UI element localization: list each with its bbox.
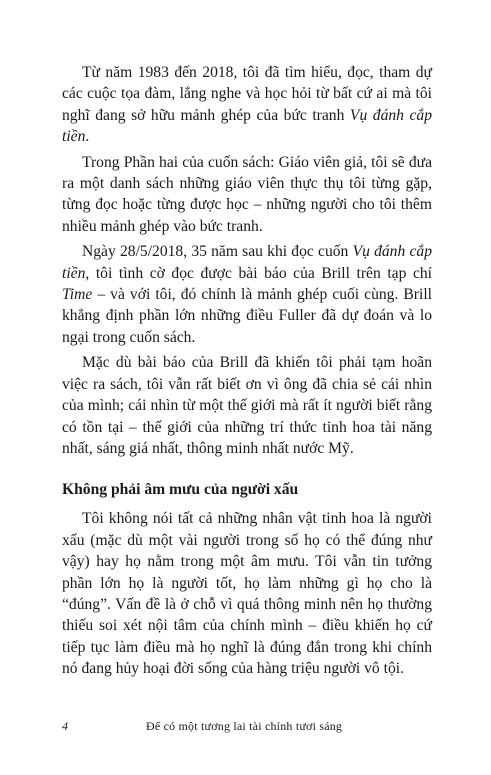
section-heading: Không phải âm mưu của người xấu [62,481,299,499]
page-body [62,62,432,684]
italic-text: Vụ đánh cắp tiền [62,243,432,282]
italic-text: Time [62,286,93,304]
body-text-after-heading [62,508,432,679]
italic-text: Vụ đánh cắp tiền [62,106,432,146]
text-run: – và với tôi, đó chính là mảnh ghép cuối cùng. Brill khẳng định phần lớn những điều Fuller đã dự đoán và lo ngại trong cuốn sách. [62,286,432,346]
text-run: Ngày 28/5/2018, 35 năm sau khi đọc cuốn [82,243,353,261]
paragraph [62,62,432,148]
paragraph [62,508,432,679]
text-run: . [85,128,90,146]
text-run: Mặc dù bài báo của Brill đã khiến tôi phải tạm hoãn việc ra sách, tôi vẫn rất biết ơn vì ông đã chia sẻ cái nhìn của mình; cái nhìn từ một thế giới mà rất ít người biết rằng có tồn tại – thế giới của những trí thức tinh hoa tài năng nhất, sáng giá nhất, thông minh nhất nước Mỹ. [62,354,432,457]
text-run: Tôi không nói tất cả những nhân vật tinh hoa là người xấu (mặc dù một vài người trong số họ có thể đúng như vậy) hay họ nằm trong một âm mưu. Tôi vẫn tin tưởng phần lớn họ là người tốt, họ làm những gì họ cho là “đúng”. Vấn đề là ở chỗ vì quá thông minh nên họ thường thiếu soi xét nội tâm của chính mình – điều khiến họ cứ tiếp tục làm điều mà họ nghĩ là đúng đắn trong khi chính nó đang hủy hoại đời sống của hàng triệu người vô tội. [62,510,432,678]
text-run: , tôi tình cờ đọc được bài báo của Brill trên tạp chí [85,264,432,282]
text-run: Từ năm 1983 đến 2018, tôi đã tìm hiểu, đọc, tham dự các cuộc tọa đàm, lắng nghe và học hỏi từ bất cứ ai mà tôi nghĩ đang sở hữu mảnh ghép của bức tranh [62,64,432,124]
text-run: Trong Phần hai của cuốn sách: Giáo viên giả, tôi sẽ đưa ra một danh sách những giáo viên thực thụ tôi từng gặp, từng đọc hoặc từng được học – những người cho tôi thêm nhiều mảnh ghép vào bức tranh. [62,153,432,235]
running-head: Để có một tương lai tài chính tươi sáng [146,719,343,733]
body-text-before-heading [62,62,432,459]
paragraph [62,241,432,348]
page-number: 4 [62,719,68,733]
paragraph [62,352,432,459]
paragraph [62,152,432,238]
